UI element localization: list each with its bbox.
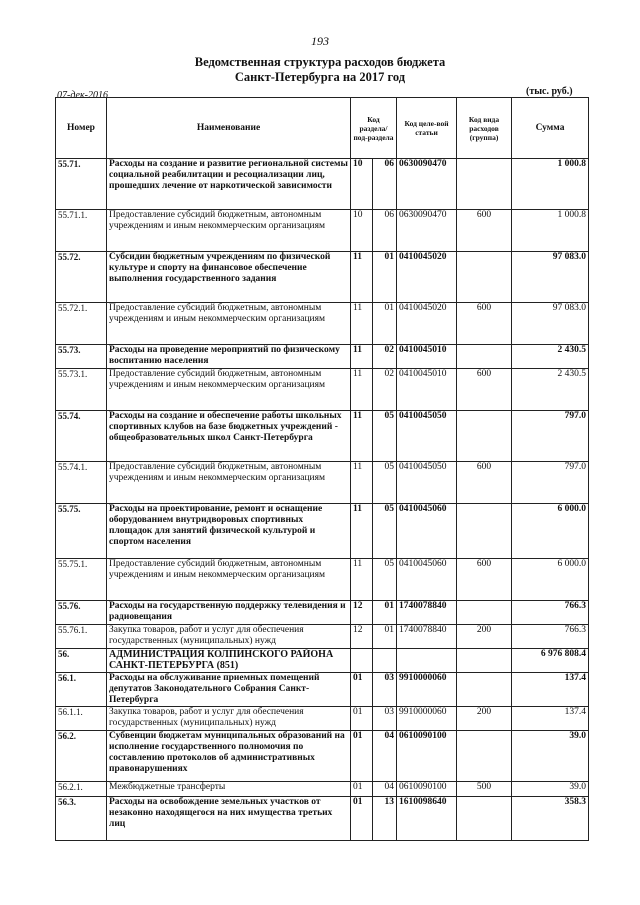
document-title (0, 55, 640, 85)
row-section: 11 (351, 462, 373, 504)
row-name: Предоставление субсидий бюджетным, автономным учреждениям и иным некоммерческим организациям (107, 559, 351, 601)
row-sum: 1 000.8 (512, 210, 589, 252)
row-number: 55.73.1. (56, 369, 107, 411)
row-subsection: 01 (373, 252, 397, 303)
row-name: Межбюджетные трансферты (107, 782, 351, 797)
header-name: Наименование (107, 98, 351, 159)
header-number: Номер (56, 98, 107, 159)
row-number: 55.75.1. (56, 559, 107, 601)
row-target: 0410045050 (397, 462, 457, 504)
table-row (56, 210, 589, 252)
table-row (56, 345, 589, 369)
row-section: 11 (351, 411, 373, 462)
row-subsection: 05 (373, 411, 397, 462)
row-subsection: 13 (373, 797, 397, 841)
table-row (56, 673, 589, 707)
row-expense (457, 673, 512, 707)
row-expense: 600 (457, 369, 512, 411)
row-sum: 358.3 (512, 797, 589, 841)
row-target: 0610090100 (397, 782, 457, 797)
row-number: 55.71.1. (56, 210, 107, 252)
row-subsection: 01 (373, 601, 397, 625)
header-target: Код целе-вой статьи (397, 98, 457, 159)
unit-label: (тыс. руб.) (526, 86, 573, 97)
row-subsection: 03 (373, 707, 397, 731)
row-number: 55.73. (56, 345, 107, 369)
row-section: 11 (351, 559, 373, 601)
row-name: Расходы на обслуживание приемных помещений депутатов Законодательного Собрания Санкт-Петербурга (107, 673, 351, 707)
row-sum: 6 976 808.4 (512, 649, 589, 673)
row-expense: 600 (457, 462, 512, 504)
table-row (56, 504, 589, 559)
row-name: Субсидии бюджетным учреждениям по физической культуре и спорту на финансовое обеспечение выполнения государственного задания (107, 252, 351, 303)
row-subsection: 06 (373, 210, 397, 252)
row-expense: 600 (457, 559, 512, 601)
row-name: Расходы на проектирование, ремонт и оснащение оборудованием внутридворовых спортивных площадок для занятий физической культурой и спортом населения (107, 504, 351, 559)
table-row (56, 303, 589, 345)
row-expense (457, 504, 512, 559)
row-number: 56.2. (56, 731, 107, 782)
row-expense: 200 (457, 707, 512, 731)
table-row (56, 782, 589, 797)
row-subsection: 01 (373, 625, 397, 649)
row-expense (457, 411, 512, 462)
row-subsection: 05 (373, 462, 397, 504)
row-number: 56.1. (56, 673, 107, 707)
row-number: 55.76.1. (56, 625, 107, 649)
table-row (56, 559, 589, 601)
row-section: 11 (351, 303, 373, 345)
row-subsection: 05 (373, 559, 397, 601)
row-target: 0630090470 (397, 159, 457, 210)
row-section: 01 (351, 731, 373, 782)
row-number: 56.2.1. (56, 782, 107, 797)
row-sum: 97 083.0 (512, 303, 589, 345)
row-section: 11 (351, 504, 373, 559)
row-target: 0610090100 (397, 731, 457, 782)
row-name: Расходы на создание и развитие региональной системы социальной реабилитации и ресоциализации лиц, прошедших лечение от наркотической зависимости (107, 159, 351, 210)
row-number: 55.74.1. (56, 462, 107, 504)
table-row (56, 625, 589, 649)
row-sum: 39.0 (512, 731, 589, 782)
row-subsection: 05 (373, 504, 397, 559)
row-name: Субвенции бюджетам муниципальных образований на исполнение государственного полномочия по составлению протоколов об административных правонарушениях (107, 731, 351, 782)
row-expense (457, 731, 512, 782)
row-sum: 6 000.0 (512, 559, 589, 601)
title-line-2: Санкт-Петербурга на 2017 год (234, 70, 406, 84)
table-body (56, 159, 589, 841)
row-subsection: 02 (373, 369, 397, 411)
row-name: Предоставление субсидий бюджетным, автономным учреждениям и иным некоммерческим организациям (107, 462, 351, 504)
row-name: Расходы на освобождение земельных участков от незаконно находящегося на них имущества третьих лиц (107, 797, 351, 841)
row-target: 0410045020 (397, 252, 457, 303)
row-subsection: 03 (373, 673, 397, 707)
row-name: Закупка товаров, работ и услуг для обеспечения государственных (муниципальных) нужд (107, 707, 351, 731)
row-sum: 137.4 (512, 707, 589, 731)
row-target: 0410045010 (397, 345, 457, 369)
row-sum: 2 430.5 (512, 369, 589, 411)
row-section: 01 (351, 782, 373, 797)
row-section: 10 (351, 159, 373, 210)
row-subsection: 04 (373, 731, 397, 782)
row-target: 0410045060 (397, 504, 457, 559)
row-sum: 97 083.0 (512, 252, 589, 303)
row-section: 11 (351, 369, 373, 411)
header-section: Код раздела/ под-раздела (351, 98, 397, 159)
table-row (56, 462, 589, 504)
row-name: Расходы на государственную поддержку телевидения и радиовещания (107, 601, 351, 625)
row-number: 56.1.1. (56, 707, 107, 731)
row-name: Закупка товаров, работ и услуг для обеспечения государственных (муниципальных) нужд (107, 625, 351, 649)
row-section (351, 649, 373, 673)
table-row (56, 731, 589, 782)
row-expense (457, 601, 512, 625)
row-expense: 600 (457, 210, 512, 252)
row-name: Предоставление субсидий бюджетным, автономным учреждениям и иным некоммерческим организациям (107, 369, 351, 411)
table-row (56, 411, 589, 462)
row-name: Расходы на проведение мероприятий по физическому воспитанию населения (107, 345, 351, 369)
row-expense (457, 159, 512, 210)
row-number: 56.3. (56, 797, 107, 841)
row-sum: 797.0 (512, 411, 589, 462)
row-section: 01 (351, 673, 373, 707)
row-expense: 200 (457, 625, 512, 649)
row-sum: 797.0 (512, 462, 589, 504)
row-subsection: 02 (373, 345, 397, 369)
row-section: 10 (351, 210, 373, 252)
table-row (56, 252, 589, 303)
document-date: 07-дек-2016 (57, 90, 108, 101)
table-row (56, 369, 589, 411)
page-number: 193 (311, 34, 329, 48)
row-target: 9910000060 (397, 707, 457, 731)
row-section: 12 (351, 625, 373, 649)
row-sum: 766.3 (512, 625, 589, 649)
row-target: 1610098640 (397, 797, 457, 841)
table-row (56, 601, 589, 625)
row-name: Предоставление субсидий бюджетным, автономным учреждениям и иным некоммерческим организациям (107, 303, 351, 345)
row-number: 55.72. (56, 252, 107, 303)
header-sum: Сумма (512, 98, 589, 159)
row-expense (457, 252, 512, 303)
row-section: 01 (351, 707, 373, 731)
row-target (397, 649, 457, 673)
row-section: 12 (351, 601, 373, 625)
row-target: 1740078840 (397, 601, 457, 625)
row-sum: 1 000.8 (512, 159, 589, 210)
row-name: АДМИНИСТРАЦИЯ КОЛПИНСКОГО РАЙОНА САНКТ-ПЕТЕРБУРГА (851) (107, 649, 351, 673)
row-target: 9910000060 (397, 673, 457, 707)
row-number: 55.76. (56, 601, 107, 625)
row-number: 55.75. (56, 504, 107, 559)
row-subsection: 01 (373, 303, 397, 345)
table-row (56, 707, 589, 731)
table-row (56, 159, 589, 210)
row-sum: 39.0 (512, 782, 589, 797)
row-target: 0410045060 (397, 559, 457, 601)
row-expense: 500 (457, 782, 512, 797)
row-number: 55.72.1. (56, 303, 107, 345)
row-expense (457, 649, 512, 673)
row-name: Расходы на создание и обеспечение работы школьных спортивных клубов на базе бюджетных учреждений - общеобразовательных школ Санкт-Петербурга (107, 411, 351, 462)
row-sum: 6 000.0 (512, 504, 589, 559)
row-subsection: 04 (373, 782, 397, 797)
row-target: 0410045020 (397, 303, 457, 345)
row-subsection: 06 (373, 159, 397, 210)
row-number: 56. (56, 649, 107, 673)
title-line-1: Ведомственная структура расходов бюджета (194, 55, 446, 69)
row-sum: 2 430.5 (512, 345, 589, 369)
row-section: 01 (351, 797, 373, 841)
row-subsection (373, 649, 397, 673)
row-sum: 766.3 (512, 601, 589, 625)
row-expense: 600 (457, 303, 512, 345)
budget-table (55, 97, 589, 841)
row-expense (457, 797, 512, 841)
row-section: 11 (351, 345, 373, 369)
table-row (56, 649, 589, 673)
row-target: 1740078840 (397, 625, 457, 649)
row-target: 0630090470 (397, 210, 457, 252)
row-expense (457, 345, 512, 369)
row-target: 0410045010 (397, 369, 457, 411)
row-target: 0410045050 (397, 411, 457, 462)
row-section: 11 (351, 252, 373, 303)
row-number: 55.74. (56, 411, 107, 462)
row-sum: 137.4 (512, 673, 589, 707)
row-name: Предоставление субсидий бюджетным, автономным учреждениям и иным некоммерческим организациям (107, 210, 351, 252)
header-expense: Код вида расходов (группа) (457, 98, 512, 159)
row-number: 55.71. (56, 159, 107, 210)
table-row (56, 797, 589, 841)
